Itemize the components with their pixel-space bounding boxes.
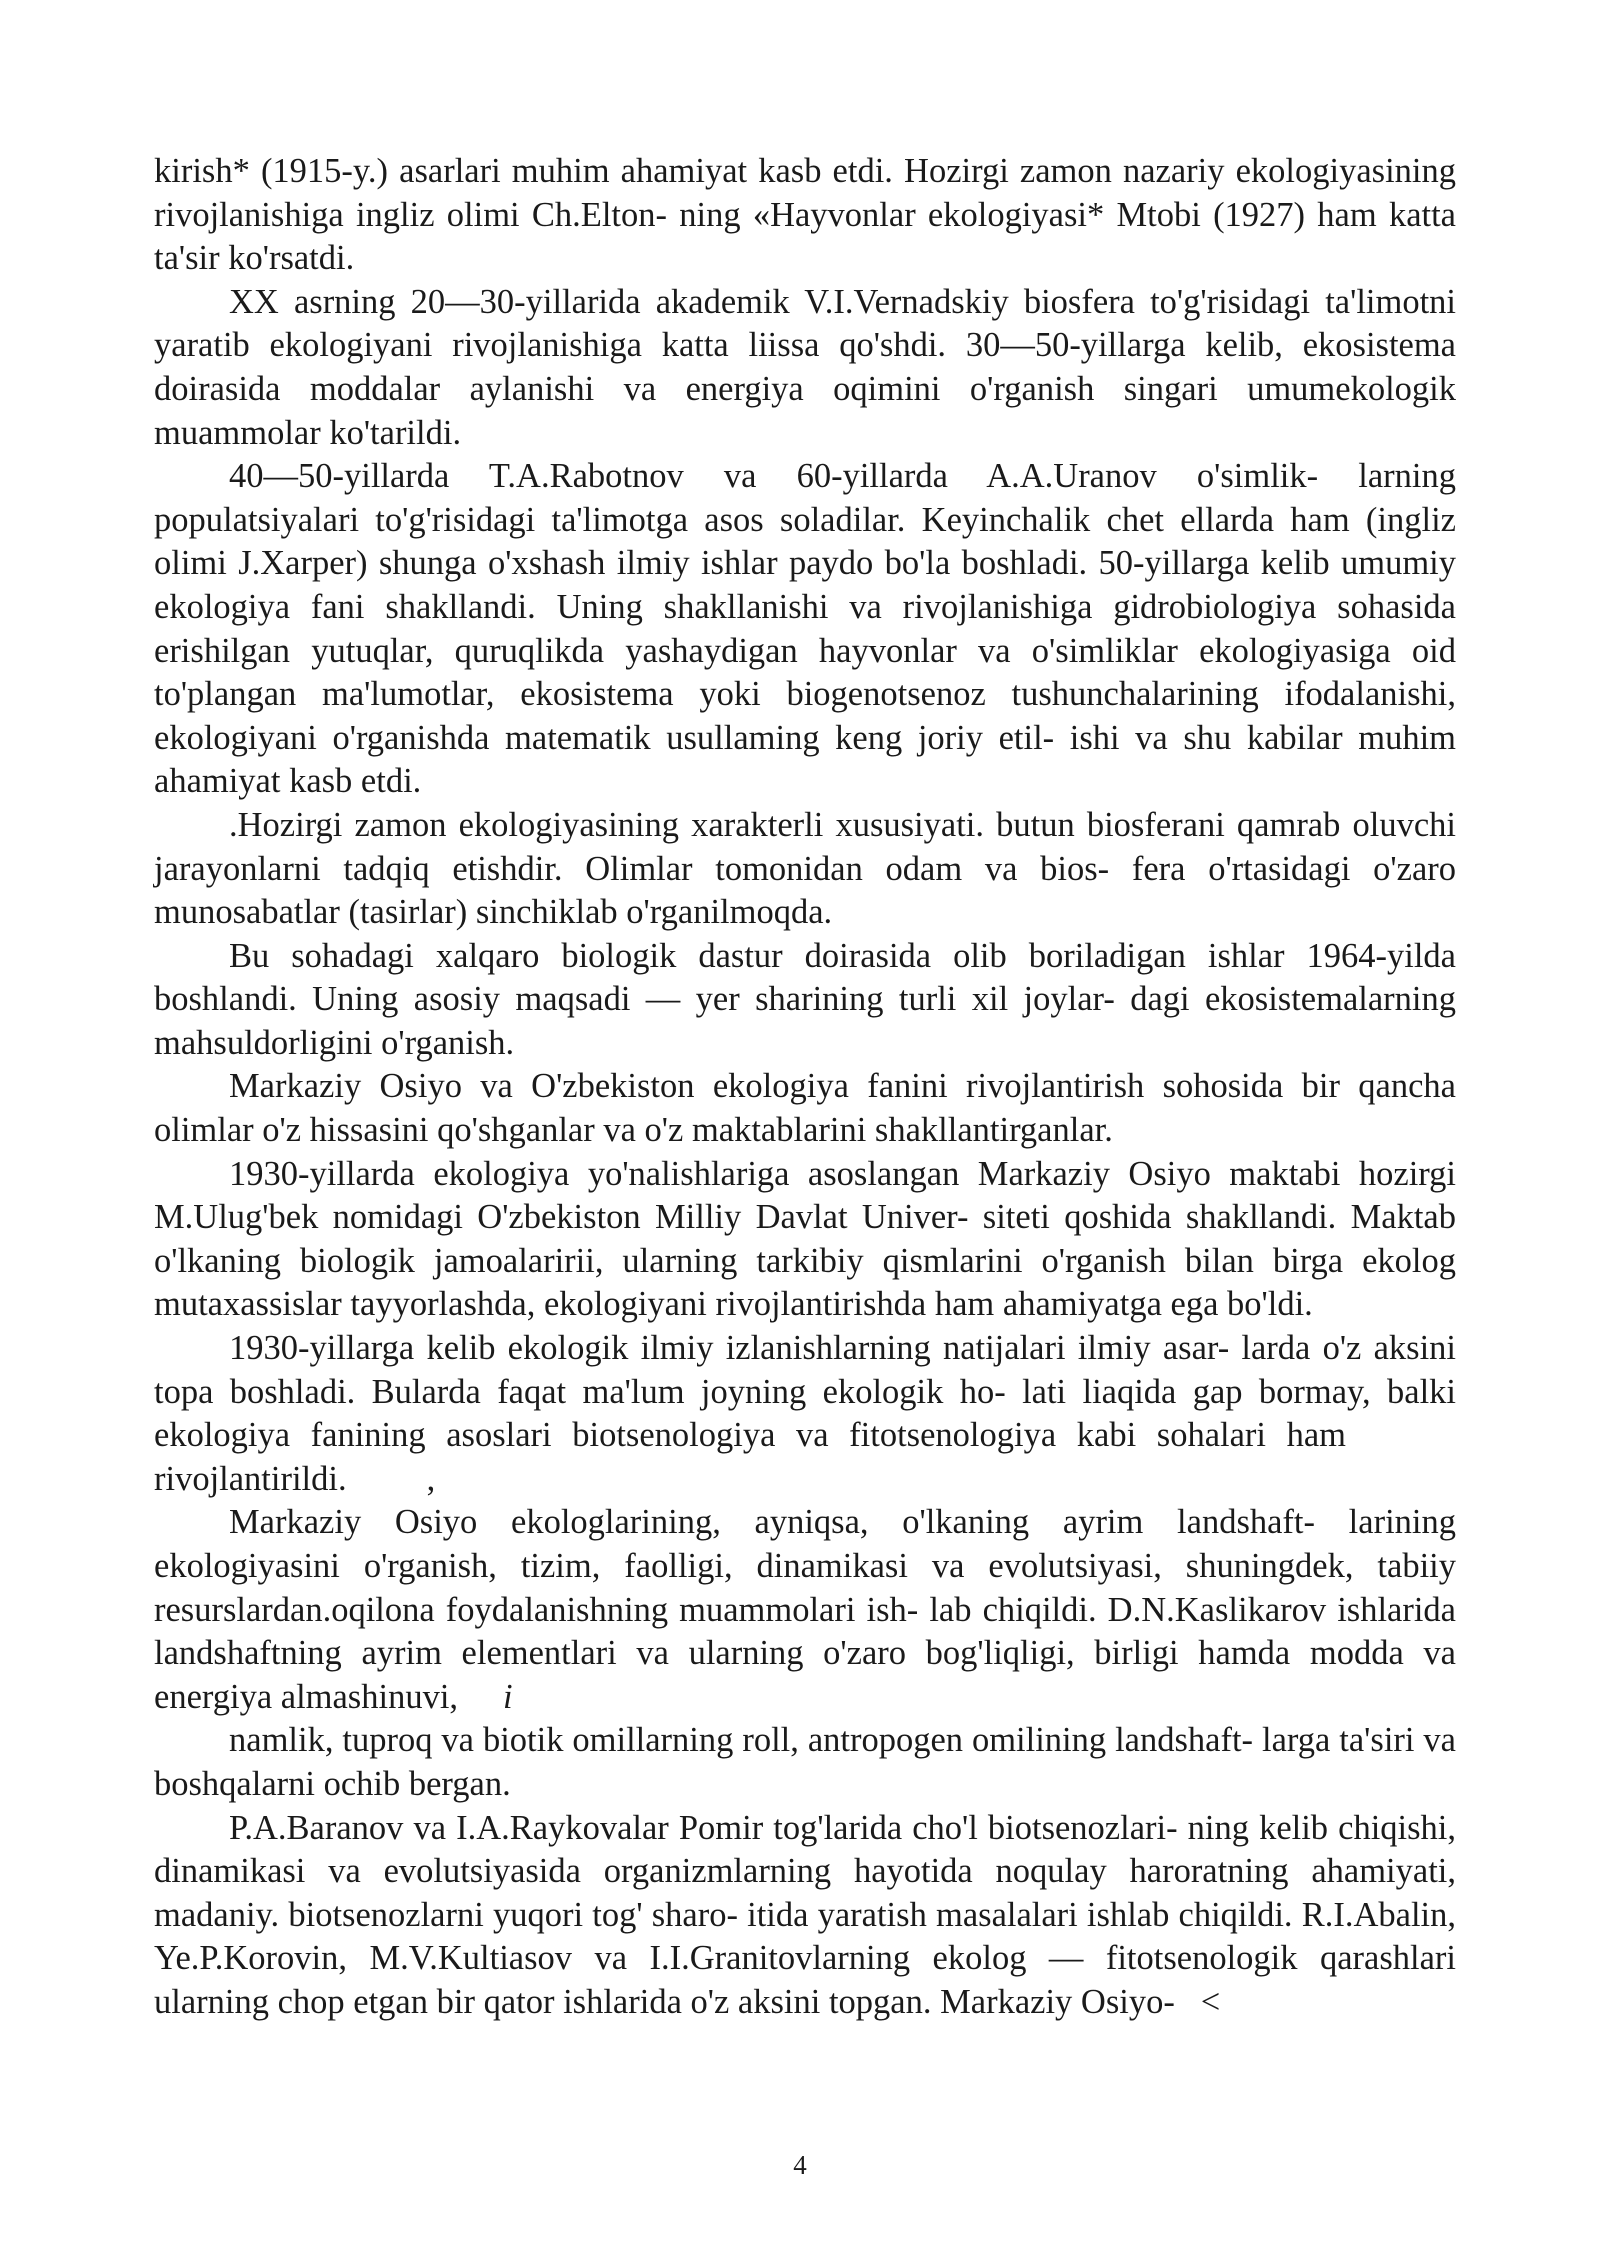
stray-comma-mark: ,: [426, 1459, 436, 1498]
paragraph-8-tail: rivojlantirildi.: [154, 1459, 347, 1498]
paragraph-2: XX asrning 20—30-yillarida akademik V.I.Vernadskiy biosfera to'g'risidagi ta'limotni yaratib ekologiyani rivojlanishiga katta liissa qo'shdi. 30—50-yillarga kelib, ekosistema doirasida moddalar aylanishi va energiya oqimini o'rganish singari umumekologik muammolar ko'tarildi.: [154, 282, 1456, 452]
document-body: [154, 150, 1456, 2025]
paragraph-11: [154, 1807, 1456, 2025]
paragraph-1: kirish* (1915-y.) asarlari muhim ahamiyat kasb etdi. Hozirgi zamon nazariy ekologiyasining rivojlanishiga ingliz olimi Ch.Elton- ning «Hayvonlar ekologiyasi* Mtobi (1927) ham katta ta'sir ko'rsatdi.: [154, 152, 1456, 278]
stray-angle-mark: <: [1200, 1982, 1221, 2021]
paragraph-4: .Hozirgi zamon ekologiyasining xarakterli xususiyati. butun biosferani qamrab oluvchi jarayonlarni tadqiq etishdir. Olimlar tomonidan odam va bios- fera o'rtasidagi o'zaro munosabatlar (tasirlar) sinchiklab o'rganilmoqda.: [154, 805, 1456, 932]
paragraph-8: [154, 1327, 1456, 1501]
page-number: 4: [793, 2150, 807, 2180]
paragraph-5: Bu sohadagi xalqaro biologik dastur doirasida olib boriladigan ishlar 1964-yilda boshlandi. Uning asosiy maqsadi — yer sharining turli xil joylar- dagi ekosistemalarning mahsuldorligini o'rganish.: [154, 936, 1456, 1062]
paragraph-7: 1930-yillarda ekologiya yo'nalishlariga asoslangan Markaziy Osiyo maktabi hozirgi M.Ulug'bek nomidagi O'zbekiston Milliy Davlat Univer- siteti qoshida shakllandi. Maktab o'lkaning biologik jamoalaririi, ularning tarkibiy qismlarini o'rganish bilan birga ekolog mutaxassislar tayyorlashda, ekologiyani rivojlantirishda ham ahamiyatga ega bo'ldi.: [154, 1154, 1456, 1324]
paragraph-9-text: Markaziy Osiyo ekologlarining, ayniqsa, o'lkaning ayrim landshaft- larining ekologiyasini o'rganish, tizim, faolligi, dinamikasi va evolutsiyasi, shuningdek, tabiiy resurslardan.oqilona foydalanishning muammolari ish- lab chiqildi. D.N.Kaslikarov ishlarida landshaftning ayrim elementlari va ularning o'zaro bog'liqligi, birligi hamda modda va energiya almashinuvi,: [154, 1503, 1456, 1716]
paragraph-10: namlik, tuproq va biotik omillarning roll, antropogen omilining landshaft- larga ta'siri va boshqalarni ochib bergan.: [154, 1721, 1456, 1803]
paragraph-3: 40—50-yillarda T.A.Rabotnov va 60-yillarda A.A.Uranov o'simlik- larning populatsiyalari to'g'risidagi ta'limotga asos soladilar. Keyinchalik chet ellarda ham (ingliz olimi J.Xarper) shunga o'xshash ilmiy ishlar paydo bo'la boshladi. 50-yillarga kelib umumiy ekologiya fani shakllandi. Uning shakllanishi va rivojlanishiga gidrobiologiya sohasida erishilgan yutuqlar, quruqlikda yashaydigan hayvonlar va o'simliklar ekologiyasiga oid to'plangan ma'lumotlar, ekosistema yoki biogenotsenoz tushunchalarining ifodalanishi, ekologiyani o'rganishda matematik usullaming keng joriy etil- ishi va shu kabilar muhim ahamiyat kasb etdi.: [154, 457, 1456, 801]
stray-i-mark: i: [503, 1677, 513, 1716]
paragraph-6: Markaziy Osiyo va O'zbekiston ekologiya fanini rivojlantirish sohosida bir qancha olimlar o'z hissasini qo'shganlar va o'z maktablarini shakllantirganlar.: [154, 1067, 1456, 1150]
paragraph-8-text: 1930-yillarga kelib ekologik ilmiy izlanishlarning natijalari ilmiy asar- larda o'z aksini topa boshladi. Bularda faqat ma'lum joyning ekologik ho- lati liaqida gap bormay, balki ekologiya fanining asoslari biotsenologiya va fitotsenologiya kabi sohalari ham: [154, 1329, 1456, 1455]
paragraph-11-text: P.A.Baranov va I.A.Raykovalar Pomir tog'larida cho'l biotsenozlari- ning kelib chiqishi, dinamikasi va evolutsiyasida organizmlarning hayotida noqulay haroratning ahamiyati, madaniy. biotsenozlarni yuqori tog' sharo- itida yaratish masalalari ishlab chiqildi. R.I.Abalin, Ye.P.Korovin, M.V.Kultiasov va I.I.Granitovlarning ekolog — fitotsenologik qarashlari ularning chop etgan bir qator ishlarida o'z aksini topgan. Markaziy Osiyo-: [154, 1808, 1456, 2021]
paragraph-9: [154, 1501, 1456, 1719]
